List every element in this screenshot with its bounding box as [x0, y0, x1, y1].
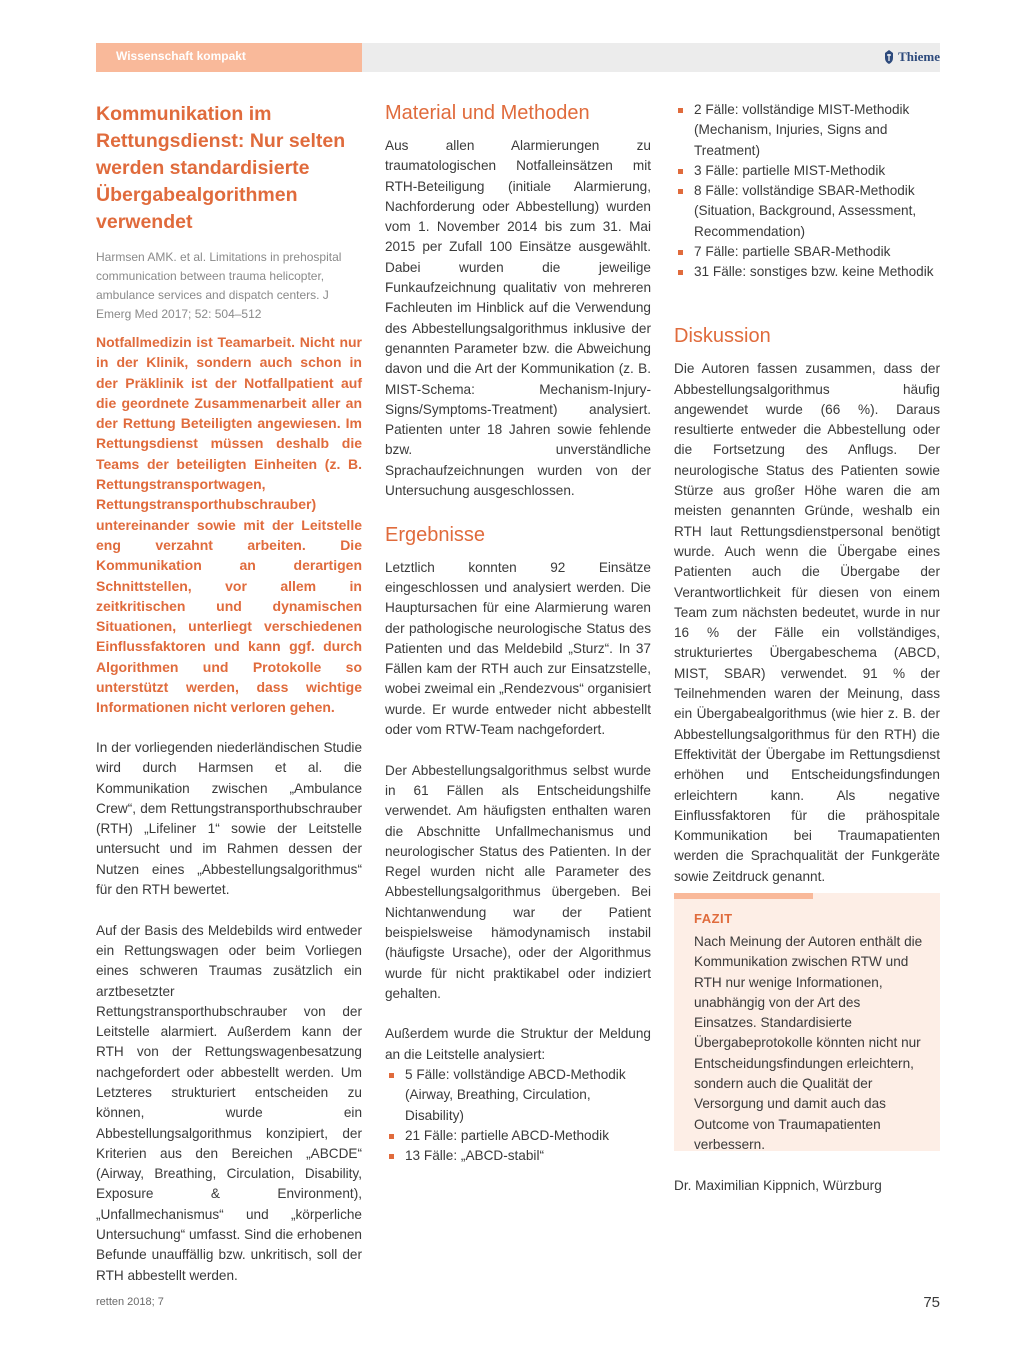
- list-item: 8 Fälle: vollständige SBAR-Methodik (Situation, Background, Assessment, Recommendation): [674, 181, 940, 242]
- results-list-a: [385, 1065, 651, 1166]
- results-paragraph-2: Der Abbestellungsalgorithmus selbst wurde in 61 Fällen als Entscheidungshilfe verwendet. Am häufigsten enthalten waren die Abschnitte Unfallmechanismus und neurologischer Status des Patienten. In der Regel wurden nicht alle Parameter des Abbestellungsalgorithmus übergeben. Bei Nichtanwendung war der Patient beispielsweise hämodynamisch instabil (häufigste Ursache), oder der Algorithmus wurde für nicht praktikabel oder indiziert gehalten.: [385, 762, 651, 1001]
- lead-paragraph: Notfallmedizin ist Teamarbeit. Nicht nur in der Klinik, sondern auch schon in der Präklinik ist der Notfallpatient auf die geordnete Zusammenarbeit aller an der Rettung Beteiligten angewiesen. Im Rettungsdienst müssen deshalb die Teams der beteiligten Einheiten (z. B. Rettungstransportwagen, Rettungstransporthubschrauber) untereinander sowie mit der Leitstelle eng verzahnt arbeiten. Die Kommunikation an derartigen Schnittstellen, vor allem in zeitkritischen und dynamischen Situationen, unterliegt verschiedenen Einflussfaktoren und kann ggf. durch Algorithmen und Protokolle so unterstützt werden, dass wichtige Informationen nicht verloren gehen.: [96, 334, 362, 716]
- section-tag: Wissenschaft kompakt: [96, 43, 362, 72]
- fazit-title: FAZIT: [694, 911, 733, 926]
- list-item: 13 Fälle: „ABCD-stabil“: [385, 1146, 651, 1166]
- methods-paragraph: Aus allen Alarmierungen zu traumatologischen Notfalleinsätzen mit RTH-Beteiligung (initiale Alarmierung, Nachforderung oder Abbestellung) wurden vom 1. November 2014 bis zum 31. Mai 2015 per Zufall 100 Einsätze ausgewählt. Dabei wurden die jeweilige Funkaufzeichnung qualitativ von mehreren Fachleuten im Hinblick auf die Verwendung des Abbestellungsalgorithmus inklusive der genannten Parameter bzw. die Abweichung davon und die Art der Kommunikation (z. B. MIST-Schema: Mechanism-Injury-Signs/Symptoms-Treatment) analysiert. Patienten unter 18 Jahren sowie fehlende bzw. unverständliche Sprachaufzeichnungen wurden von der Untersuchung ausgeschlossen.: [385, 138, 651, 499]
- publisher-name: Thieme: [898, 49, 940, 64]
- methods-heading: Material und Methoden: [385, 102, 590, 124]
- results-list-b: [674, 100, 940, 283]
- article-title: Kommunikation im Rettungsdienst: Nur selten werden standardisierte Übergabealgorithmen verwendet: [96, 103, 346, 233]
- intro-paragraph-1: In der vorliegenden niederländischen Studie wird durch Harmsen et al. die Kommunikation zwischen „Ambulance Crew“, dem Rettungstransporthubschrauber (RTH) „Lifeliner 1“ sowie der Leitstelle untersucht und im Rahmen dessen der Nutzen eines „Abbestellungsalgorithmus“ für den RTH bewertet.: [96, 739, 362, 898]
- column-middle: [385, 100, 651, 1167]
- discussion-paragraph: Die Autoren fassen zusammen, dass der Abbestellungsalgorithmus häufig angewendet wurde (66 %). Daraus resultierte entweder die Abbestellung oder die Fortsetzung des Anflugs. Der neurologische Status des Patienten sowie Stürze aus großer Höhe waren die am meisten genannten Gründe, weshalb ein RTH laut Rettungsdienstpersonal benötigt wurde. Auch wenn die Übergabe eines Patienten auch die Übergabe der Verantwortlichkeit für diesen von einem Team zum nächsten bedeutet, wurde in nur 16 % der Fälle ein vollständiges, strukturiertes Übergabeschema (ABCD, MIST, SBAR) verwendet. 91 % der Teilnehmenden waren der Meinung, dass ein Übergabealgorithmus (wie hier z. B. der Abbestellungsalgorithmus für den RTH) die Effektivität der Übergabe im Rettungsdienst erhöhen und Entscheidungsfindungen erleichtern kann. Als negative Einflussfaktoren für die prähospitale Kommunikation bei Traumapatienten werden die Sprachqualität der Funkgeräte sowie Zeitdruck genannt.: [674, 361, 940, 884]
- results-paragraph-3: Außerdem wurde die Struktur der Meldung an die Leitstelle analysiert:: [385, 1026, 651, 1062]
- column-left: [96, 100, 362, 1286]
- results-heading: Ergebnisse: [385, 523, 486, 546]
- list-item: 2 Fälle: vollständige MIST-Methodik (Mechanism, Injuries, Signs and Treatment): [674, 100, 940, 161]
- publisher-logo: [884, 49, 940, 65]
- intro-paragraph-2: Auf der Basis des Meldebilds wird entweder ein Rettungswagen oder beim Vorliegen eines schweren Traumas zusätzlich ein arztbesetzter Rettungstransporthubschrauber von der Leitstelle alarmiert. Außerdem kann der RTH von der Rettungswagenbesatzung nachgefordert oder abbestellt werden. Um Letzteres strukturiert entscheiden zu können, wurde ein Abbestellungsalgorithmus konzipiert, der Kriterien aus den Bereichen „ABCDE“ (Airway, Breathing, Circulation, Disability, Exposure & Environment), „Unfallmechanismus“ und „körperliche Untersuchung“ umfasst. Sind die erhobenen Befunde unauffällig bzw. unkritisch, soll der RTH abbestellt werden.: [96, 922, 362, 1283]
- list-item: 3 Fälle: partielle MIST-Methodik: [674, 161, 940, 181]
- list-item: 5 Fälle: vollständige ABCD-Methodik (Airway, Breathing, Circulation, Disability): [385, 1065, 651, 1126]
- list-item: 31 Fälle: sonstiges bzw. keine Methodik: [674, 262, 940, 282]
- list-item: 21 Fälle: partielle ABCD-Methodik: [385, 1126, 651, 1146]
- results-paragraph-1: Letztlich konnten 92 Einsätze eingeschlossen und analysiert werden. Die Hauptursachen für eine Alarmierung waren der pathologische neurologische Status des Patienten und das Meldebild „Sturz“. In 37 Fällen kam der RTH auch zur Einsatzstelle, wobei zweimal ein „Rendezvous“ organisiert wurde. Er wurde entweder nicht abbestellt oder vom RTW-Team nachgefordert.: [385, 559, 651, 738]
- list-item: 7 Fälle: partielle SBAR-Methodik: [674, 242, 940, 262]
- column-right: [674, 100, 940, 887]
- journal-reference: retten 2018; 7: [96, 1296, 164, 1308]
- thieme-logo-icon: [884, 50, 894, 64]
- fazit-text: Nach Meinung der Autoren enthält die Kommunikation zwischen RTW und RTH nur wenige Informationen, unabhängig von der Art des Einsatzes. Standardisierte Übergabeprotokolle könnten nicht nur Entscheidungsfindungen erleichtern, sondern auch die Qualität der Versorgung und damit auch das Outcome von Traumapatienten verbessern.: [694, 934, 923, 1152]
- page-number: 75: [923, 1294, 940, 1311]
- discussion-heading: Diskussion: [674, 325, 771, 348]
- author-signature: Dr. Maximilian Kippnich, Würzburg: [674, 1178, 882, 1193]
- fazit-accent-bar: [674, 893, 813, 899]
- citation: Harmsen AMK. et al. Limitations in prehospital communication between trauma helicopter, ambulance services and dispatch centers. J Emerg Med 2017; 52: 504–512: [96, 250, 342, 321]
